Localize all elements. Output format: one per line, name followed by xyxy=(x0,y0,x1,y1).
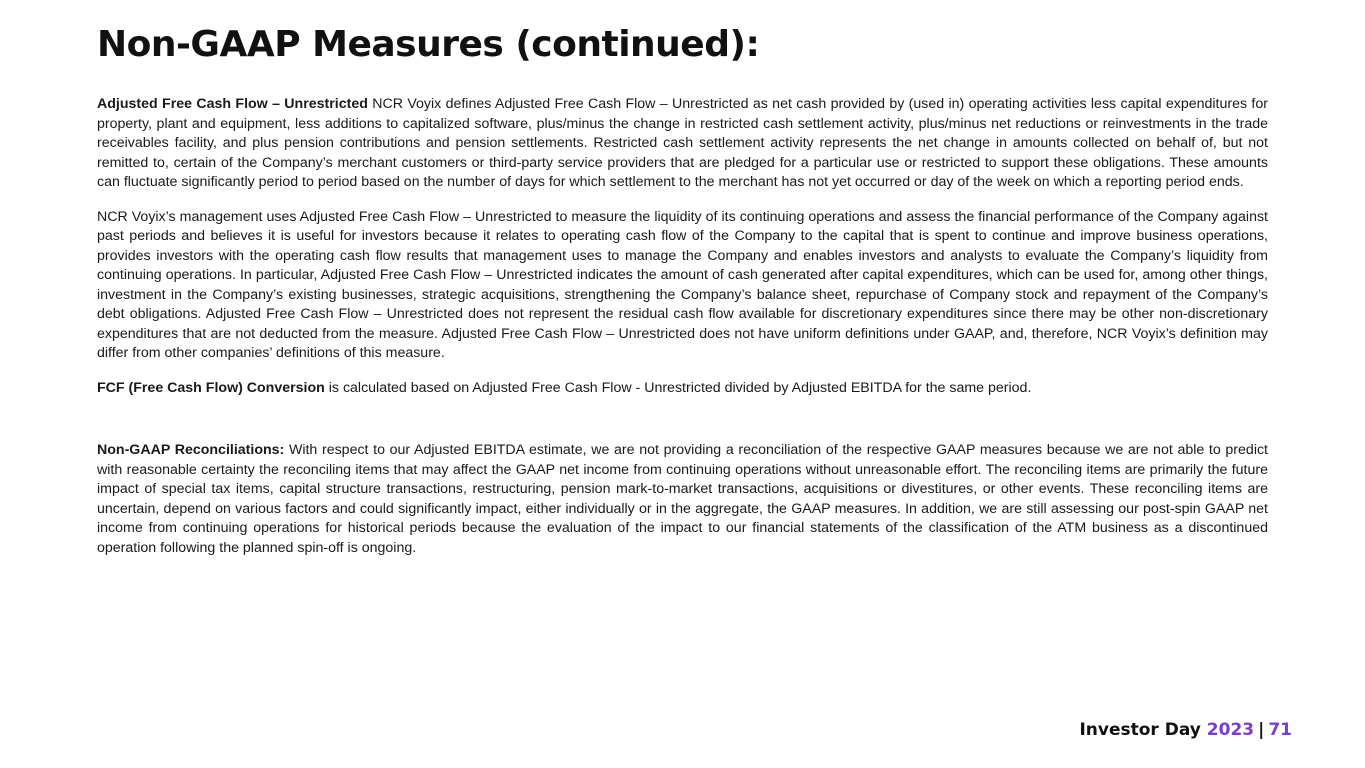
paragraph-management-use xyxy=(97,208,1268,364)
footer-label: Investor Day xyxy=(1079,720,1201,740)
paragraph-adjusted-fcf-definition xyxy=(97,95,1268,193)
page-title: Non-GAAP Measures (continued): xyxy=(97,24,760,65)
paragraph-text: NCR Voyix defines Adjusted Free Cash Flow – Unrestricted as net cash provided by (used in) operating activities less capital expenditures for property, plant and equipment, less additions to capitalized software, plus/minus the change in restricted cash settlement activity, plus/minus net reductions or reinvestments in the trade receivables facility, and plus pension contributions and pension settlements. Restricted cash settlement activity represents the net change in amounts collected on behalf of, but not remitted to, certain of the Company’s merchant customers or third-party service providers that are pledged for a particular use or restricted to support these obligations. These amounts can fluctuate significantly period to period based on the number of days for which settlement to the merchant has not yet occurred or day of the week on which a reporting period ends. xyxy=(97,96,1268,190)
paragraph-non-gaap-reconciliations xyxy=(97,441,1268,558)
paragraph-heading: Non-GAAP Reconciliations: xyxy=(97,442,285,458)
paragraph-heading: Adjusted Free Cash Flow – Unrestricted xyxy=(97,96,368,112)
footer xyxy=(1079,720,1292,740)
paragraph-text: With respect to our Adjusted EBITDA estimate, we are not providing a reconciliation of the respective GAAP measures because we are not able to predict with reasonable certainty the reconciling items that may affect the GAAP net income from continuing operations without unreasonable effort. The reconciling items are primarily the future impact of special tax items, capital structure transactions, restructuring, pension mark-to-market transactions, acquisitions or divestitures, or other events. These reconciling items are uncertain, depend on various factors and could significantly impact, either individually or in the aggregate, the GAAP measures. In addition, we are still assessing our post-spin GAAP net income from continuing operations for historical periods because the evaluation of the impact to our financial statements of the classification of the ATM business as a discontinued operation following the planned spin-off is ongoing. xyxy=(97,442,1269,556)
footer-separator: | xyxy=(1258,720,1265,740)
paragraph-fcf-conversion xyxy=(97,379,1268,399)
paragraph-text: NCR Voyix’s management uses Adjusted Free Cash Flow – Unrestricted to measure the liquidity of its continuing operations and assess the financial performance of the Company against past periods and believes it is useful for investors because it relates to operating cash flow of the Company to the capital that is spent to continue and improve business operations, provides investors with the operating cash flow results that management uses to manage the Company and enables investors and analysts to evaluate the Company’s liquidity from continuing operations. In particular, Adjusted Free Cash Flow – Unrestricted indicates the amount of cash generated after capital expenditures, which can be used for, among other things, investment in the Company’s existing businesses, strategic acquisitions, strengthening the Company’s balance sheet, repurchase of Company stock and repayment of the Company’s debt obligations. Adjusted Free Cash Flow – Unrestricted does not represent the residual cash flow available for discretionary expenditures since there may be other non-discretionary expenditures that are not deducted from the measure. Adjusted Free Cash Flow – Unrestricted does not have uniform definitions under GAAP, and, therefore, NCR Voyix’s definition may differ from other companies’ definitions of this measure. xyxy=(97,208,1268,361)
paragraph-text: is calculated based on Adjusted Free Cash Flow - Unrestricted divided by Adjusted EBITDA for the same period. xyxy=(324,379,1032,396)
body-content xyxy=(97,95,1268,573)
page-number: 71 xyxy=(1268,720,1292,740)
paragraph-heading: FCF (Free Cash Flow) Conversion xyxy=(97,379,325,396)
footer-year: 2023 xyxy=(1206,720,1255,740)
